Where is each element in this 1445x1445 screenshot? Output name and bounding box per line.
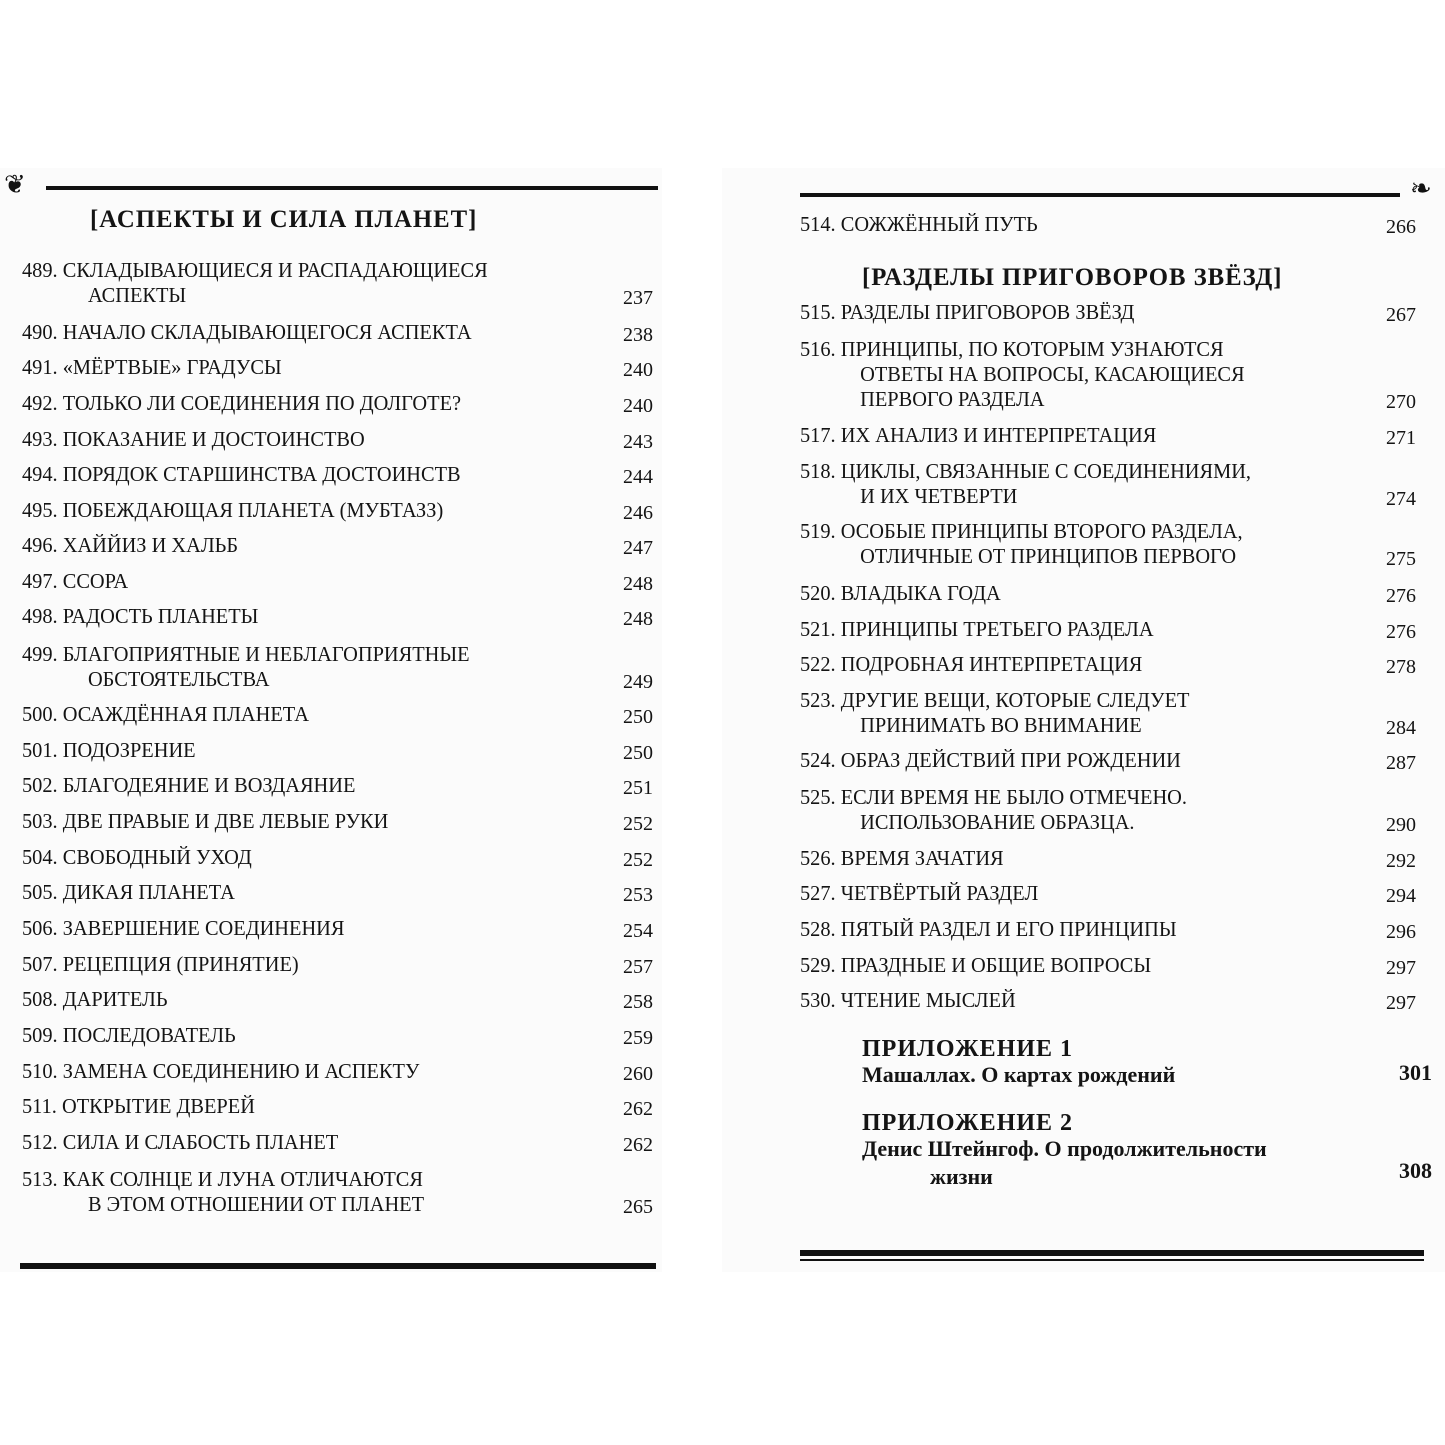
toc-entry-title: 518. ЦИКЛЫ, СВЯЗАННЫЕ С СОЕДИНЕНИЯМИ, [800, 459, 1252, 483]
toc-page-number: 252 [623, 813, 653, 835]
toc-entry-title: 525. ЕСЛИ ВРЕМЯ НЕ БЫЛО ОТМЕЧЕНО. [800, 785, 1187, 809]
section-title-sections: [РАЗДЕЛЫ ПРИГОВОРОВ ЗВЁЗД] [862, 264, 1283, 291]
toc-entry-title: 492. ТОЛЬКО ЛИ СОЕДИНЕНИЯ ПО ДОЛГОТЕ? [22, 391, 462, 415]
toc-page-number: 249 [623, 671, 653, 693]
toc-entry-title: 489. СКЛАДЫВАЮЩИЕСЯ И РАСПАДАЮЩИЕСЯ [22, 258, 488, 282]
toc-entry-continuation: И ИХ ЧЕТВЕРТИ [860, 484, 1018, 508]
toc-entry-title: 520. ВЛАДЫКА ГОДА [800, 581, 1001, 605]
toc-entry-title: 514. СОЖЖЁННЫЙ ПУТЬ [800, 212, 1038, 236]
toc-page-number: 240 [623, 395, 653, 417]
toc-page-number: 290 [1386, 814, 1416, 836]
toc-entry-title: 508. ДАРИТЕЛЬ [22, 987, 168, 1011]
toc-entry-title: 511. ОТКРЫТИЕ ДВЕРЕЙ [22, 1094, 255, 1118]
toc-page-number: 250 [623, 706, 653, 728]
toc-page-number: 238 [623, 324, 653, 346]
toc-page-number: 254 [623, 920, 653, 942]
toc-entry-title: 524. ОБРАЗ ДЕЙСТВИЙ ПРИ РОЖДЕНИИ [800, 748, 1181, 772]
toc-page-number: 271 [1386, 427, 1416, 449]
toc-entry-title: 507. РЕЦЕПЦИЯ (ПРИНЯТИЕ) [22, 952, 299, 976]
toc-entry-continuation: В ЭТОМ ОТНОШЕНИИ ОТ ПЛАНЕТ [87, 1192, 425, 1216]
toc-page-number: 262 [623, 1134, 653, 1156]
toc-page-number: 274 [1386, 488, 1416, 510]
appendix-title: ПРИЛОЖЕНИЕ 1 [862, 1036, 1074, 1062]
toc-entry-title: 519. ОСОБЫЕ ПРИНЦИПЫ ВТОРОГО РАЗДЕЛА, [800, 519, 1243, 543]
bottom-rule-right-thin [800, 1259, 1424, 1261]
bottom-rule-left [20, 1263, 656, 1269]
toc-entry-title: 530. ЧТЕНИЕ МЫСЛЕЙ [800, 988, 1016, 1012]
toc-page-number: 237 [623, 287, 653, 309]
toc-entry-title: 491. «МЁРТВЫЕ» ГРАДУСЫ [22, 355, 282, 379]
toc-page-number: 260 [623, 1063, 653, 1085]
toc-page-number: 270 [1386, 391, 1416, 413]
toc-entry-title: 513. КАК СОЛНЦЕ И ЛУНА ОТЛИЧАЮТСЯ [22, 1167, 423, 1191]
toc-page-number: 262 [623, 1098, 653, 1120]
toc-entry-continuation: ПЕРВОГО РАЗДЕЛА [860, 387, 1045, 411]
toc-entry-continuation: ОТЛИЧНЫЕ ОТ ПРИНЦИПОВ ПЕРВОГО [860, 544, 1237, 568]
toc-page-number: 240 [623, 359, 653, 381]
toc-entry-title: 505. ДИКАЯ ПЛАНЕТА [22, 880, 235, 904]
toc-entry-title: 503. ДВЕ ПРАВЫЕ И ДВЕ ЛЕВЫЕ РУКИ [22, 809, 389, 833]
toc-page-number: 259 [623, 1027, 653, 1049]
toc-entry-continuation: ОБСТОЯТЕЛЬСТВА [87, 667, 270, 691]
toc-entry-title: 521. ПРИНЦИПЫ ТРЕТЬЕГО РАЗДЕЛА [800, 617, 1154, 641]
toc-entry-title: 522. ПОДРОБНАЯ ИНТЕРПРЕТАЦИЯ [800, 652, 1143, 676]
toc-page-number: 244 [623, 466, 653, 488]
toc-entry-title: 504. СВОБОДНЫЙ УХОД [22, 845, 252, 869]
toc-page-number: 266 [1386, 216, 1416, 238]
toc-entry-title: 509. ПОСЛЕДОВАТЕЛЬ [22, 1023, 236, 1047]
toc-page-number: 252 [623, 849, 653, 871]
toc-page-number: 278 [1386, 656, 1416, 678]
toc-page-number: 267 [1386, 304, 1416, 326]
toc-page-number: 265 [623, 1196, 653, 1218]
toc-entry-title: 510. ЗАМЕНА СОЕДИНЕНИЮ И АСПЕКТУ [22, 1059, 420, 1083]
toc-page-number: 250 [623, 742, 653, 764]
appendix-subtitle: Машаллах. О картах рождений [862, 1062, 1176, 1087]
toc-page-number: 276 [1386, 585, 1416, 607]
toc-page-number: 297 [1386, 992, 1416, 1014]
toc-page-number: 243 [623, 431, 653, 453]
toc-entry-title: 502. БЛАГОДЕЯНИЕ И ВОЗДАЯНИЕ [22, 773, 356, 797]
toc-page-number: 257 [623, 956, 653, 978]
toc-entry-continuation: ПРИНИМАТЬ ВО ВНИМАНИЕ [860, 713, 1142, 737]
toc-entry-title: 493. ПОКАЗАНИЕ И ДОСТОИНСТВО [22, 427, 365, 451]
toc-entry-title: 515. РАЗДЕЛЫ ПРИГОВОРОВ ЗВЁЗД [800, 300, 1135, 324]
toc-page-number: 297 [1386, 957, 1416, 979]
toc-entry-title: 527. ЧЕТВЁРТЫЙ РАЗДЕЛ [800, 881, 1039, 905]
toc-entry-title: 529. ПРАЗДНЫЕ И ОБЩИЕ ВОПРОСЫ [800, 953, 1152, 977]
toc-entry-title: 528. ПЯТЫЙ РАЗДЕЛ И ЕГО ПРИНЦИПЫ [800, 917, 1177, 941]
toc-page-number: 275 [1386, 548, 1416, 570]
toc-entry-title: 498. РАДОСТЬ ПЛАНЕТЫ [22, 604, 259, 628]
toc-entry-title: 499. БЛАГОПРИЯТНЫЕ И НЕБЛАГОПРИЯТНЫЕ [22, 642, 470, 666]
toc-page-number: 296 [1386, 921, 1416, 943]
toc-entry-title: 506. ЗАВЕРШЕНИЕ СОЕДИНЕНИЯ [22, 916, 345, 940]
toc-entry-continuation: ИСПОЛЬЗОВАНИЕ ОБРАЗЦА. [860, 810, 1135, 834]
toc-page-number: 248 [623, 573, 653, 595]
section-title-aspects: [АСПЕКТЫ И СИЛА ПЛАНЕТ] [90, 206, 478, 233]
toc-entry-title: 495. ПОБЕЖДАЮЩАЯ ПЛАНЕТА (МУБТАЗЗ) [22, 498, 444, 522]
toc-entry-title: 496. ХАЙЙИЗ И ХАЛЬБ [22, 533, 239, 557]
toc-entry-continuation: АСПЕКТЫ [87, 283, 187, 307]
corner-ornament-icon: ❦ [4, 170, 26, 199]
toc-entry-title: 501. ПОДОЗРЕНИЕ [22, 738, 196, 762]
toc-page-number: 251 [623, 777, 653, 799]
appendix-page-number: 301 [1399, 1060, 1432, 1085]
toc-entry-title: 500. ОСАЖДЁННАЯ ПЛАНЕТА [22, 702, 309, 726]
toc-entry-title: 494. ПОРЯДОК СТАРШИНСТВА ДОСТОИНСТВ [22, 462, 461, 486]
toc-entry-title: 523. ДРУГИЕ ВЕЩИ, КОТОРЫЕ СЛЕДУЕТ [800, 688, 1190, 712]
corner-ornament-icon: ❧ [1410, 174, 1432, 203]
toc-entry-title: 517. ИХ АНАЛИЗ И ИНТЕРПРЕТАЦИЯ [800, 423, 1157, 447]
top-rule-left [46, 186, 658, 190]
toc-page-number: 284 [1386, 717, 1416, 739]
appendix-title: ПРИЛОЖЕНИЕ 2 [862, 1110, 1074, 1136]
top-rule-right [800, 193, 1400, 197]
toc-entry-title: 512. СИЛА И СЛАБОСТЬ ПЛАНЕТ [22, 1130, 339, 1154]
toc-page-number: 287 [1386, 752, 1416, 774]
toc-entry-title: 490. НАЧАЛО СКЛАДЫВАЮЩЕГОСЯ АСПЕКТА [22, 320, 472, 344]
appendix-page-number: 308 [1399, 1158, 1432, 1183]
appendix-subtitle: жизни [930, 1164, 993, 1189]
toc-page-number: 258 [623, 991, 653, 1013]
toc-page-number: 247 [623, 537, 653, 559]
toc-entry-continuation: ОТВЕТЫ НА ВОПРОСЫ, КАСАЮЩИЕСЯ [860, 362, 1245, 386]
toc-page-number: 246 [623, 502, 653, 524]
toc-entry-title: 497. ССОРА [22, 569, 129, 593]
toc-page-number: 294 [1386, 885, 1416, 907]
toc-page-number: 276 [1386, 621, 1416, 643]
bottom-rule-right [800, 1250, 1424, 1256]
toc-page-number: 292 [1386, 850, 1416, 872]
appendix-subtitle: Денис Штейнгоф. О продолжительности [862, 1136, 1267, 1161]
toc-entry-title: 526. ВРЕМЯ ЗАЧАТИЯ [800, 846, 1004, 870]
toc-entry-title: 516. ПРИНЦИПЫ, ПО КОТОРЫМ УЗНАЮТСЯ [800, 337, 1224, 361]
toc-page-number: 253 [623, 884, 653, 906]
toc-page-number: 248 [623, 608, 653, 630]
